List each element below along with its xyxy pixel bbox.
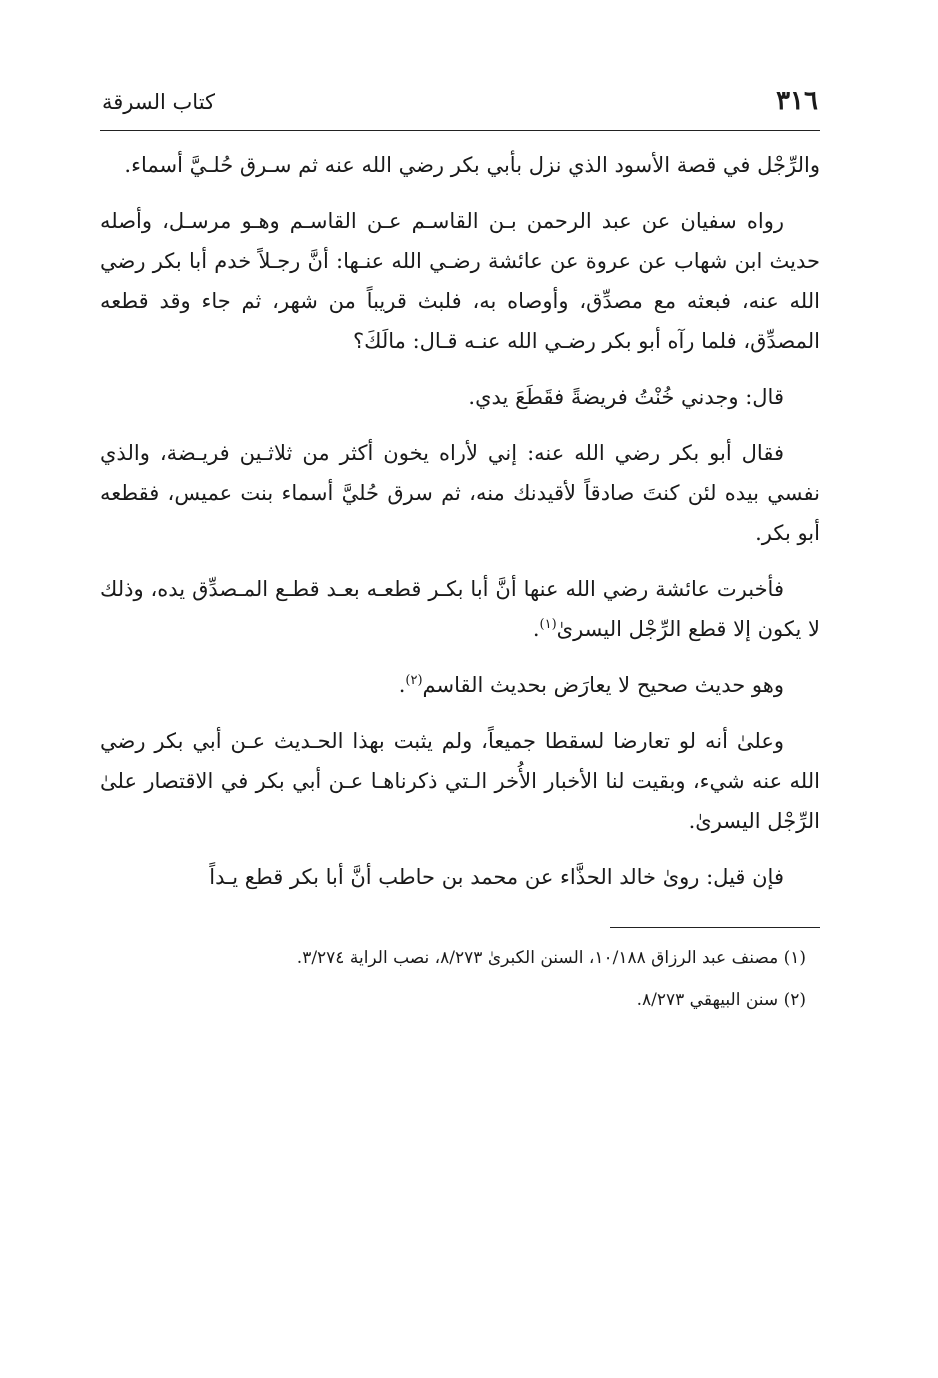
running-title: كتاب السرقة: [102, 90, 216, 114]
paragraph-text: فأخبرت عائشة رضي الله عنها أنَّ أبا بكـر قطعـه بعـد قطـع المـصدِّق يده، وذلك لا يكون إلا قطع الرِّجْل اليسرىٰ: [100, 577, 820, 641]
paragraph: فقال أبو بكر رضي الله عنه: إني لأراه يخون أكثر من ثلاثـين فريـضة، والذي نفسي بيده لئن كنتَ صادقاً لأقيدنك منه، ثم سرق حُليَّ أسماء بنت عميس، فقطعه أبو بكر.: [100, 441, 820, 545]
paragraph: فإن قيل: روىٰ خالد الحذَّاء عن محمد بن حاطب أنَّ أبا بكر قطع يـداً: [209, 865, 784, 889]
footnote-divider: [610, 927, 820, 928]
paragraph: وعلىٰ أنه لو تعارضا لسقطا جميعاً، ولم يثبت بهذا الحـديث عـن أبي بكر رضي الله عنه شيء، وبقيت لنا الأخبار الأُخر الـتي ذكرناهـا عـن أبي بكر في الاقتصار علىٰ الرِّجْل اليسرىٰ.: [100, 729, 820, 833]
book-page: [100, 86, 820, 1024]
footnote-1: (١) مصنف عبد الرزاق ١٠/١٨٨، السنن الكبرىٰ ٨/٢٧٣، نصب الراية ٣/٢٧٤.: [296, 948, 806, 968]
paragraph: والرِّجْل في قصة الأسود الذي نزل بأبي بكر رضي الله عنه ثم سـرق حُلـيَّ أسماء.: [124, 153, 820, 177]
footnote-2: (٢) سنن البيهقي ٨/٢٧٣.: [636, 990, 806, 1010]
paragraph: [100, 569, 820, 649]
period: .: [398, 673, 406, 697]
main-text: [100, 145, 820, 897]
paragraph: رواه سفيان عن عبد الرحمن بـن القاسـم عـن القاسـم وهـو مرسـل، وأصله حديث ابن شهاب عن عروة عن عائشة رضـي الله عنـها: أنَّ رجـلاً خدم أبا بكر رضي الله عنه، فبعثه مع مصدِّق، وأوصاه به، فلبث قريباً من شهر، ثم جاء وقد قطعه المصدِّق، فلما رآه أبو بكر رضـي الله عنـه قـال: مالَكَ؟: [100, 209, 820, 353]
paragraph: [100, 665, 820, 705]
footnotes: [100, 940, 820, 1018]
paragraph-text: وهو حديث صحيح لا يعارَض بحديث القاسم: [422, 673, 784, 697]
footnote-ref-2: (٢): [405, 673, 423, 688]
period: .: [532, 617, 540, 641]
page-number: ٣١٦: [776, 86, 818, 116]
footnote-ref-1: (١): [539, 617, 557, 632]
paragraph: قال: وجدني خُنْتُ فريضةً فقَطَعَ يدي.: [468, 385, 784, 409]
page-header: [100, 86, 820, 131]
